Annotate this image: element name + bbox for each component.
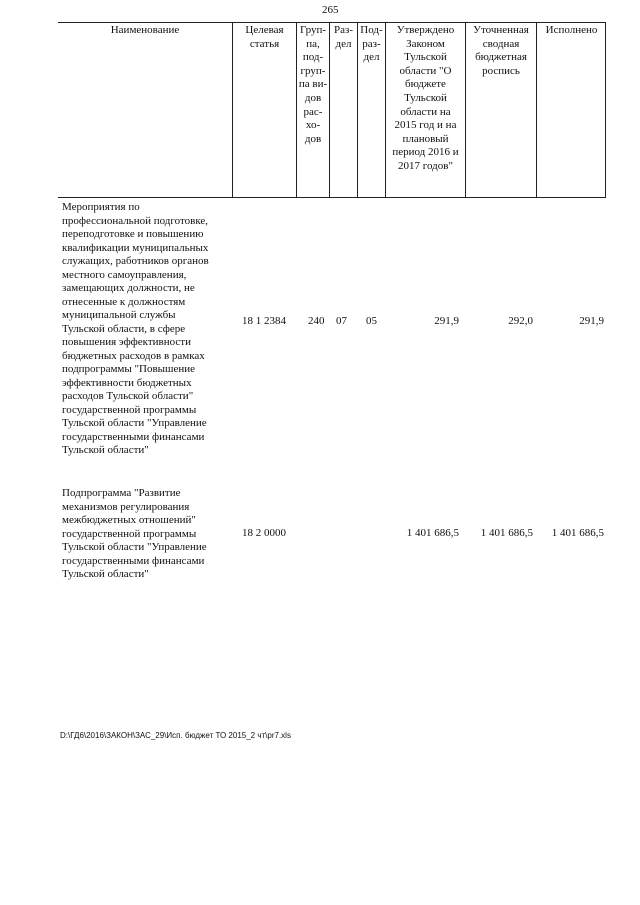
row-subsection: 05: [366, 315, 377, 327]
header-group: Груп- па, под- груп- па ви- дов рас- хо- дов: [296, 22, 329, 198]
header-section: Раз- дел: [329, 22, 357, 198]
row-name: Мероприятия по профессиональной подготовке, переподготовке и повышению квалификации муниципальных служащих, работников органов местного самоуправления, замещающих должности, не отнесенные к должностям муниципальной службы Тульской области, в сфере повышения эффективности бюджетных расходов в рамках подпрограммы "Повышение эффективности бюджетных расходов Тульской области" государственной программы Тульской области "Управление государственными финансами Тульской области": [62, 201, 209, 456]
row-name: Подпрограмма "Развитие механизмов регулирования межбюджетных отношений" государственной программы Тульской области "Управление государственными финансами Тульской области": [62, 487, 207, 580]
page-number: 265: [322, 4, 339, 16]
header-subsection: Под- раз- дел: [357, 22, 385, 198]
row-refined: 1 401 686,5: [480, 527, 533, 539]
header-refined: Уточненная сводная бюджетная роспись: [465, 22, 536, 198]
row-target: 18 2 0000: [242, 527, 286, 539]
row-executed: 291,9: [579, 315, 604, 327]
row-approved: 291,9: [434, 315, 459, 327]
row-target: 18 1 2384: [242, 315, 286, 327]
row-section: 07: [336, 315, 347, 327]
header-approved: Утверждено Законом Тульской области "О бюджете Тульской области на 2015 год и на плановый период 2016 и 2017 годов": [385, 22, 465, 198]
row-refined: 292,0: [508, 315, 533, 327]
row-group: 240: [308, 315, 325, 327]
table-header: [58, 22, 606, 198]
header-name: Наименование: [110, 24, 180, 36]
row-executed: 1 401 686,5: [551, 527, 604, 539]
header-executed: Исполнено: [536, 22, 606, 198]
header-target: Целевая статья: [232, 22, 296, 198]
row-approved: 1 401 686,5: [406, 527, 459, 539]
file-path-footer: D:\ГД6\2016\ЗАКОН\ЗАС_29\Исп. бюджет ТО 2015_2 чт\pr7.xls: [60, 731, 291, 740]
